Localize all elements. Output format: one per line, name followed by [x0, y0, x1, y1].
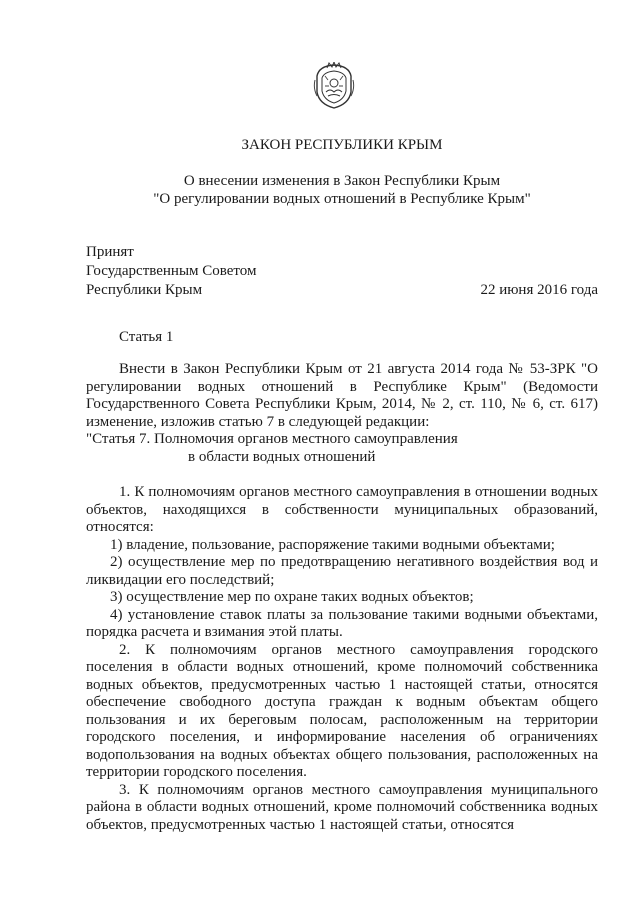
paragraph-1: 1. К полномочиям органов местного самоуправления в отношении водных объектов, находящихся в собственности муниципальных образований, относятся:: [86, 484, 598, 535]
paragraph-1-item-1: 1) владение, пользование, распоряжение такими водными объектами;: [110, 536, 555, 553]
quoted-article-title: [86, 431, 598, 466]
adoption-block: [86, 243, 386, 300]
adoption-line-1: Принят: [86, 244, 134, 260]
article-body: [86, 361, 598, 834]
coat-of-arms-emblem: [313, 62, 355, 110]
subtitle-line-2: "О регулировании водных отношений в Республике Крым": [153, 190, 531, 207]
adoption-line-3: Республики Крым: [86, 282, 203, 298]
paragraph-1-item-2: 2) осуществление мер по предотвращению негативного воздействия вод и ликвидации его последствий;: [86, 554, 598, 588]
paragraph-3: 3. К полномочиям органов местного самоуправления муниципального района в области водных отношений, кроме полномочий собственника водных объектов, предусмотренных частью 1 настоящей статьи, относятся: [86, 781, 598, 833]
paragraph-2: 2. К полномочиям органов местного самоуправления городского поселения в области водных отношений, кроме полномочий собственника водных объектов, предусмотренных частью 1 настоящей статьи, относятся обеспечение свободного доступа граждан к водным объектам общего пользования и их береговым полосам, расположенным на территории городского поселения, и информирование населения об ограничениях водопользования на водных объектах общего пользования, расположенных на территории городского поселения.: [86, 641, 598, 780]
law-title: ЗАКОН РЕСПУБЛИКИ КРЫМ: [241, 137, 443, 153]
subtitle-line-1: О внесении изменения в Закон Республики Крым: [183, 173, 501, 189]
article-intro: Внести в Закон Республики Крым от 21 августа 2014 года № 53-ЗРК "О регулировании водных отношений в Республике Крым" (Ведомости Государственного Совета Республики Крым, 2014, № 2, ст. 110, № 6, ст. 617) изменение, изложив статью 7 в следующей редакции:: [86, 361, 598, 430]
paragraph-1-item-4: 4) установление ставок платы за пользование такими водными объектами, порядка расчета и взимания этой платы.: [86, 606, 598, 640]
paragraph-1-item-3: 3) осуществление мер по охране таких водных объектов;: [110, 589, 474, 605]
law-subtitle: [86, 173, 598, 208]
adoption-line-2: Государственным Советом: [86, 263, 257, 279]
quoted-title-line-2: в области водных отношений: [188, 448, 376, 465]
article-label: Статья 1: [119, 329, 174, 345]
adoption-date: 22 июня 2016 года: [480, 282, 598, 298]
quoted-title-line-1: "Статья 7. Полномочия органов местного самоуправления: [86, 431, 458, 447]
